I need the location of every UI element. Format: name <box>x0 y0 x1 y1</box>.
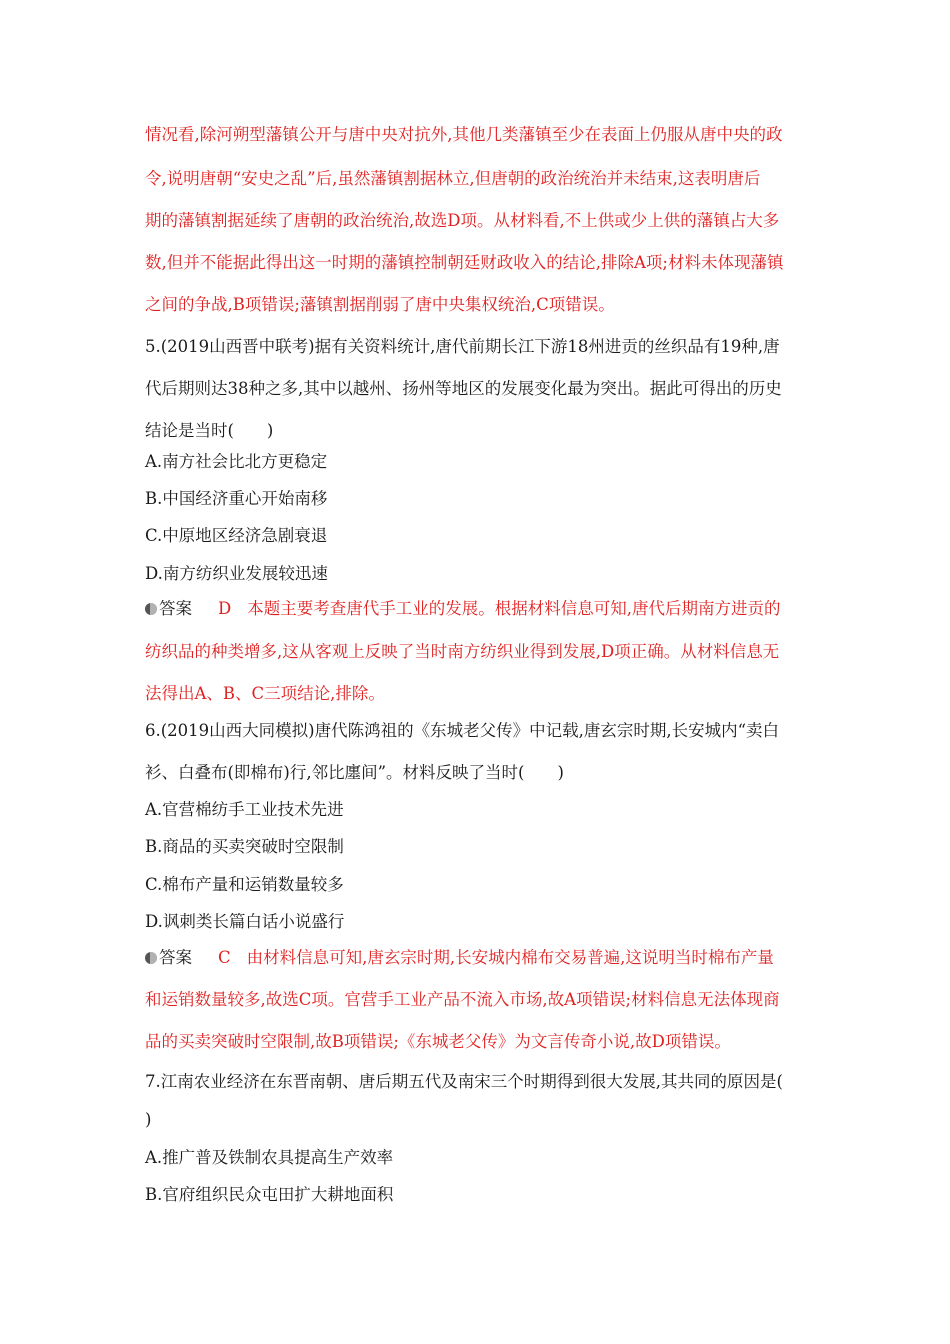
answer-icon <box>145 603 157 615</box>
answer-line <box>145 598 780 620</box>
option-c: C.棉布产量和运销数量较多 <box>145 875 344 894</box>
answer-icon <box>145 952 157 964</box>
option-b: B.中国经济重心开始南移 <box>145 489 328 508</box>
option-b: B.商品的买卖突破时空限制 <box>145 837 344 856</box>
option-a: A.推广普及铁制农具提高生产效率 <box>145 1148 394 1167</box>
option-d: D.南方纺织业发展较迅速 <box>145 564 328 583</box>
question-stem: 6.(2019山西大同模拟)唐代陈鸿祖的《东城老父传》中记载,唐玄宗时期,长安城内“卖白 <box>145 721 780 740</box>
answer-text: 纺织品的种类增多,这从客观上反映了当时南方纺织业得到发展,D项正确。从材料信息无 <box>145 642 780 661</box>
answer-text: 本题主要考查唐代手工业的发展。根据材料信息可知,唐代后期南方进贡的 <box>247 599 781 618</box>
question-stem: 7.江南农业经济在东晋南朝、唐后期五代及南宋三个时期得到很大发展,其共同的原因是( <box>145 1072 783 1091</box>
option-d: D.讽刺类长篇白话小说盛行 <box>145 912 345 931</box>
explanation-line: 期的藩镇割据延续了唐朝的政治统治,故选D项。从材料看,不上供或少上供的藩镇占大多 <box>145 211 780 230</box>
option-b: B.官府组织民众屯田扩大耕地面积 <box>145 1185 394 1204</box>
option-c: C.中原地区经济急剧衰退 <box>145 526 328 545</box>
option-a: A.南方社会比北方更稳定 <box>145 452 328 471</box>
explanation-line: 数,但并不能据此得出这一时期的藩镇控制朝廷财政收入的结论,排除A项;材料未体现藩镇 <box>145 253 784 272</box>
option-a: A.官营棉纺手工业技术先进 <box>145 800 344 819</box>
answer-label: 答案 <box>159 948 192 967</box>
answer-label: 答案 <box>159 599 192 618</box>
question-stem: 5.(2019山西晋中联考)据有关资料统计,唐代前期长江下游18州进贡的丝织品有19种,唐 <box>145 337 780 356</box>
answer-text: 品的买卖突破时空限制,故B项错误;《东城老父传》为文言传奇小说,故D项错误。 <box>145 1032 731 1051</box>
answer-text: 和运销数量较多,故选C项。官营手工业产品不流入市场,故A项错误;材料信息无法体现商 <box>145 990 780 1009</box>
answer-text: 由材料信息可知,唐玄宗时期,长安城内棉布交易普遍,这说明当时棉布产量 <box>246 948 774 967</box>
answer-line <box>145 947 774 969</box>
question-stem: 结论是当时( ) <box>145 421 274 440</box>
answer-letter: C <box>218 948 231 967</box>
explanation-line: 情况看,除河朔型藩镇公开与唐中央对抗外,其他几类藩镇至少在表面上仍服从唐中央的政 <box>145 125 783 144</box>
explanation-line: 之间的争战,B项错误;藩镇割据削弱了唐中央集权统治,C项错误。 <box>145 295 615 314</box>
question-stem: 代后期则达38种之多,其中以越州、扬州等地区的发展变化最为突出。据此可得出的历史 <box>145 379 782 398</box>
answer-text: 法得出A、B、C三项结论,排除。 <box>145 684 385 703</box>
answer-letter: D <box>218 599 232 618</box>
question-stem: ) <box>145 1110 152 1129</box>
explanation-line: 令,说明唐朝“安史之乱”后,虽然藩镇割据林立,但唐朝的政治统治并未结束,这表明唐后 <box>145 169 761 188</box>
question-stem: 衫、白叠布(即棉布)行,邻比廛间”。材料反映了当时( ) <box>145 763 564 782</box>
